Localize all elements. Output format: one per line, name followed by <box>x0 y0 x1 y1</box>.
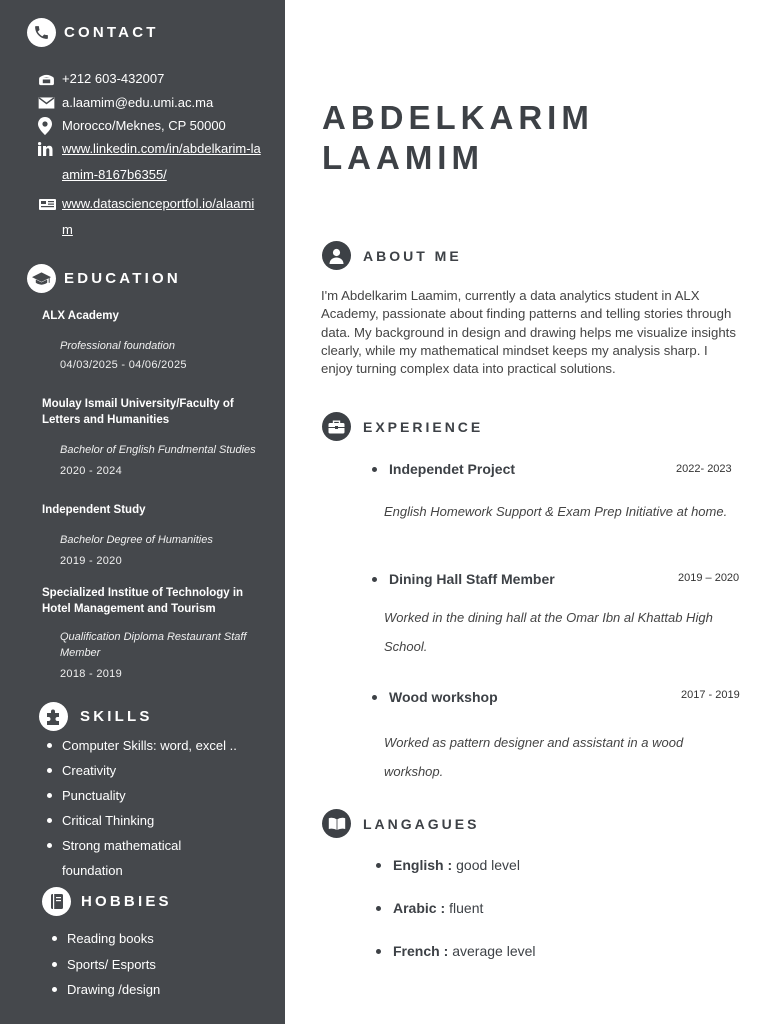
job-description: English Homework Support & Exam Prep Initiative at home. <box>384 504 728 519</box>
contact-title: CONTACT <box>64 24 159 41</box>
contact-linkedin <box>38 136 267 188</box>
list-item: Strong mathematical foundation <box>47 833 207 883</box>
hobbies-title: HOBBIES <box>81 893 172 910</box>
sidebar <box>0 0 285 1024</box>
job-date: 2017 - 2019 <box>681 689 740 701</box>
graduation-cap-icon <box>27 264 56 293</box>
skills-list <box>47 733 262 883</box>
job-description: Worked in the dining hall at the Omar Ibn al Khattab High School. <box>384 610 713 654</box>
education-degree: Bachelor of English Fundmental Studies <box>60 444 256 456</box>
hobbies-list <box>52 926 262 1003</box>
education-institution: Moulay Ismail University/Faculty of Letters and Humanities <box>42 398 234 426</box>
portfolio-icon <box>38 191 58 217</box>
job-date: 2022- 2023 <box>676 463 732 475</box>
list-item: Critical Thinking <box>47 808 262 833</box>
contact-phone <box>38 66 164 92</box>
experience-title: EXPERIENCE <box>363 418 484 435</box>
user-icon <box>322 241 351 270</box>
job-title: Independet Project <box>372 461 515 477</box>
language-name: Arabic : <box>393 900 446 916</box>
language-level: average level <box>452 943 536 959</box>
list-item: Punctuality <box>47 783 262 808</box>
education-date: 2019 - 2020 <box>60 555 123 567</box>
linkedin-icon <box>38 136 58 162</box>
languages-title: LANGAGUES <box>363 815 480 832</box>
skills-heading <box>39 702 153 731</box>
hobbies-heading <box>42 887 172 916</box>
about-title: ABOUT ME <box>363 247 462 264</box>
languages-heading <box>322 809 479 838</box>
briefcase-icon <box>322 412 351 441</box>
list-item: Sports/ Esports <box>52 952 262 978</box>
job-description: Worked as pattern designer and assistant in a wood workshop. <box>384 735 684 779</box>
language-level: good level <box>456 857 520 873</box>
location-text: Morocco/Meknes, CP 50000 <box>62 118 226 133</box>
experience-heading <box>322 412 483 441</box>
job-title: Wood workshop <box>372 689 498 705</box>
list-item: Creativity <box>47 758 262 783</box>
portfolio-link[interactable]: www.datascienceportfol.io/alaamim <box>62 196 255 237</box>
book-icon <box>42 887 71 916</box>
education-degree: Qualification Diploma Restaurant Staff Member <box>60 631 247 659</box>
education-institution: Specialized Institue of Technology in Hotel Management and Tourism <box>42 587 244 615</box>
language-item <box>376 943 536 959</box>
education-degree: Bachelor Degree of Humanities <box>60 534 213 546</box>
contact-heading <box>27 18 159 47</box>
first-name: ABDELKARIM <box>322 99 594 136</box>
telephone-icon <box>38 66 58 92</box>
language-item <box>376 900 483 916</box>
email-text[interactable]: a.laamim@edu.umi.ac.ma <box>62 95 214 110</box>
phone-icon <box>27 18 56 47</box>
language-name: French : <box>393 943 449 959</box>
language-name: English : <box>393 857 453 873</box>
education-institution: ALX Academy <box>42 310 119 322</box>
job-title: Dining Hall Staff Member <box>372 571 555 587</box>
open-book-icon <box>322 809 351 838</box>
language-level: fluent <box>449 900 484 916</box>
language-item <box>376 857 520 873</box>
education-date: 04/03/2025 - 04/06/2025 <box>60 359 187 371</box>
list-item: Drawing /design <box>52 977 262 1003</box>
education-degree: Professional foundation <box>60 340 175 352</box>
full-name <box>322 98 594 178</box>
education-heading <box>27 264 181 293</box>
list-item: Computer Skills: word, excel .. <box>47 733 262 758</box>
education-title: EDUCATION <box>64 270 181 287</box>
linkedin-link[interactable]: www.linkedin.com/in/abdelkarim-laamim-8167b6355/ <box>62 141 261 182</box>
skills-title: SKILLS <box>80 708 153 725</box>
phone-text: +212 603-432007 <box>62 71 165 86</box>
puzzle-icon <box>39 702 68 731</box>
education-date: 2020 - 2024 <box>60 465 123 477</box>
about-text: I'm Abdelkarim Laamim, currently a data analytics student in ALX Academy, passionate about finding patterns and telling stories through data. My background in design and drawing helps me visualize insights clearly, while my mathematical mindset keeps my analysis sharp. I enjoy turning complex data into practical solutions. <box>321 288 736 377</box>
job-date: 2019 – 2020 <box>678 572 740 584</box>
education-institution: Independent Study <box>42 504 146 516</box>
education-date: 2018 - 2019 <box>60 668 123 680</box>
list-item: Reading books <box>52 926 262 952</box>
contact-portfolio <box>38 191 262 243</box>
last-name: LAAMIM <box>322 139 484 176</box>
about-heading <box>322 241 462 270</box>
